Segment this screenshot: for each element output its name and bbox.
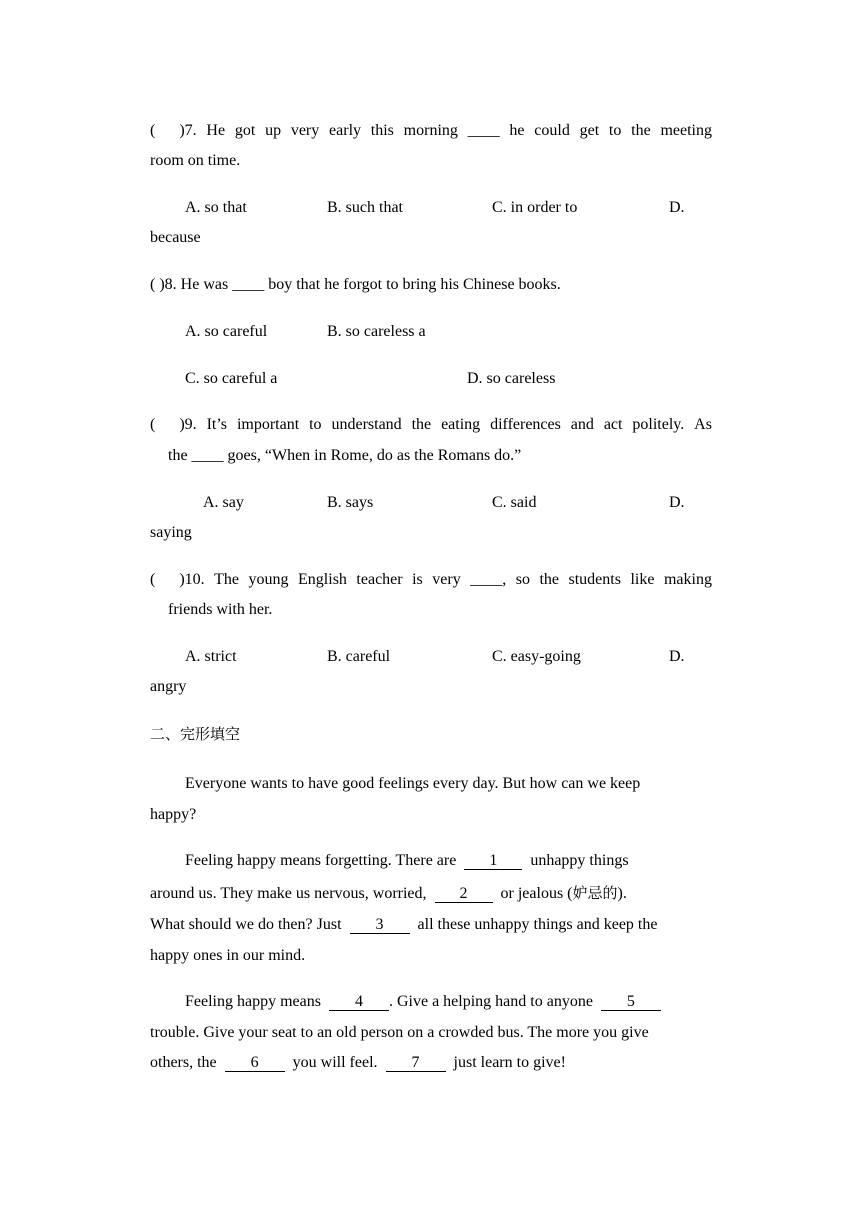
- question-8-option-a: A. so careful: [185, 323, 268, 340]
- question-7-paren: ( )7.: [150, 122, 197, 139]
- passage-p3-line-1: Feeling happy means 4 . Give a helping hand to anyone 5: [185, 992, 661, 1012]
- question-8-stem: ( )8. He was ____ boy that he forgot to bring his Chinese books.: [150, 276, 561, 293]
- blank-7: 7: [386, 1055, 446, 1072]
- question-9-line-2: the ____ goes, “When in Rome, do as the Romans do.”: [168, 447, 522, 464]
- question-10-paren: ( )10.: [150, 571, 205, 588]
- question-7-option-a: A. so that: [185, 199, 247, 216]
- question-7-option-d: D.: [669, 199, 685, 216]
- question-9-option-d: D.: [669, 494, 685, 511]
- passage-p1-line-2: happy?: [150, 806, 197, 823]
- blank-4: 4: [329, 994, 389, 1011]
- question-9-option-a: A. say: [203, 494, 244, 511]
- blank-2: 2: [435, 886, 493, 903]
- blank-5: 5: [601, 994, 661, 1011]
- question-7-option-d-wrap: because: [150, 229, 201, 246]
- question-7-line-2: room on time.: [150, 152, 241, 169]
- question-10-option-d: D.: [669, 648, 685, 665]
- passage-p3-line-2: trouble. Give your seat to an old person on a crowded bus. The more you give: [150, 1024, 649, 1041]
- question-10-line-2: friends with her.: [168, 601, 273, 618]
- passage-p2-line-2: around us. They make us nervous, worried, 2 or jealous (妒忌的).: [150, 884, 627, 902]
- question-9-line-1: ( )9. It’s important to understand the eating differences and act politely. As: [150, 416, 712, 433]
- question-8-option-d: D. so careless: [467, 370, 556, 387]
- question-9-option-b: B. says: [327, 494, 374, 511]
- question-10-option-b: B. careful: [327, 648, 391, 665]
- question-10-option-d-wrap: angry: [150, 678, 187, 695]
- question-9-paren: ( )9.: [150, 416, 197, 433]
- question-10-option-a: A. strict: [185, 648, 237, 665]
- question-7-option-c: C. in order to: [492, 199, 578, 216]
- question-10-option-c: C. easy-going: [492, 648, 581, 665]
- blank-6: 6: [225, 1055, 285, 1072]
- question-7-option-b: B. such that: [327, 199, 403, 216]
- question-7-line-1: ( )7. He got up very early this morning ____ he could get to the meeting: [150, 122, 712, 139]
- passage-p3-line-3: others, the 6 you will feel. 7 just learn to give!: [150, 1054, 566, 1071]
- passage-p2-line-3: What should we do then? Just 3 all these unhappy things and keep the: [150, 916, 658, 933]
- question-9-option-d-wrap: saying: [150, 524, 192, 541]
- passage-p2-line-4: happy ones in our mind.: [150, 947, 306, 964]
- question-9-option-c: C. said: [492, 494, 537, 511]
- blank-1: 1: [464, 853, 522, 870]
- section-title: 二、完形填空: [150, 725, 241, 743]
- passage-p2-line-1: Feeling happy means forgetting. There are 1 unhappy things: [185, 852, 629, 869]
- question-10-line-1: ( )10. The young English teacher is very ____, so the students like making: [150, 571, 712, 588]
- passage-p1-line-1: Everyone wants to have good feelings every day. But how can we keep: [185, 775, 641, 792]
- question-8-option-b: B. so careless a: [327, 323, 426, 340]
- blank-3: 3: [350, 917, 410, 934]
- question-8-option-c: C. so careful a: [185, 370, 278, 387]
